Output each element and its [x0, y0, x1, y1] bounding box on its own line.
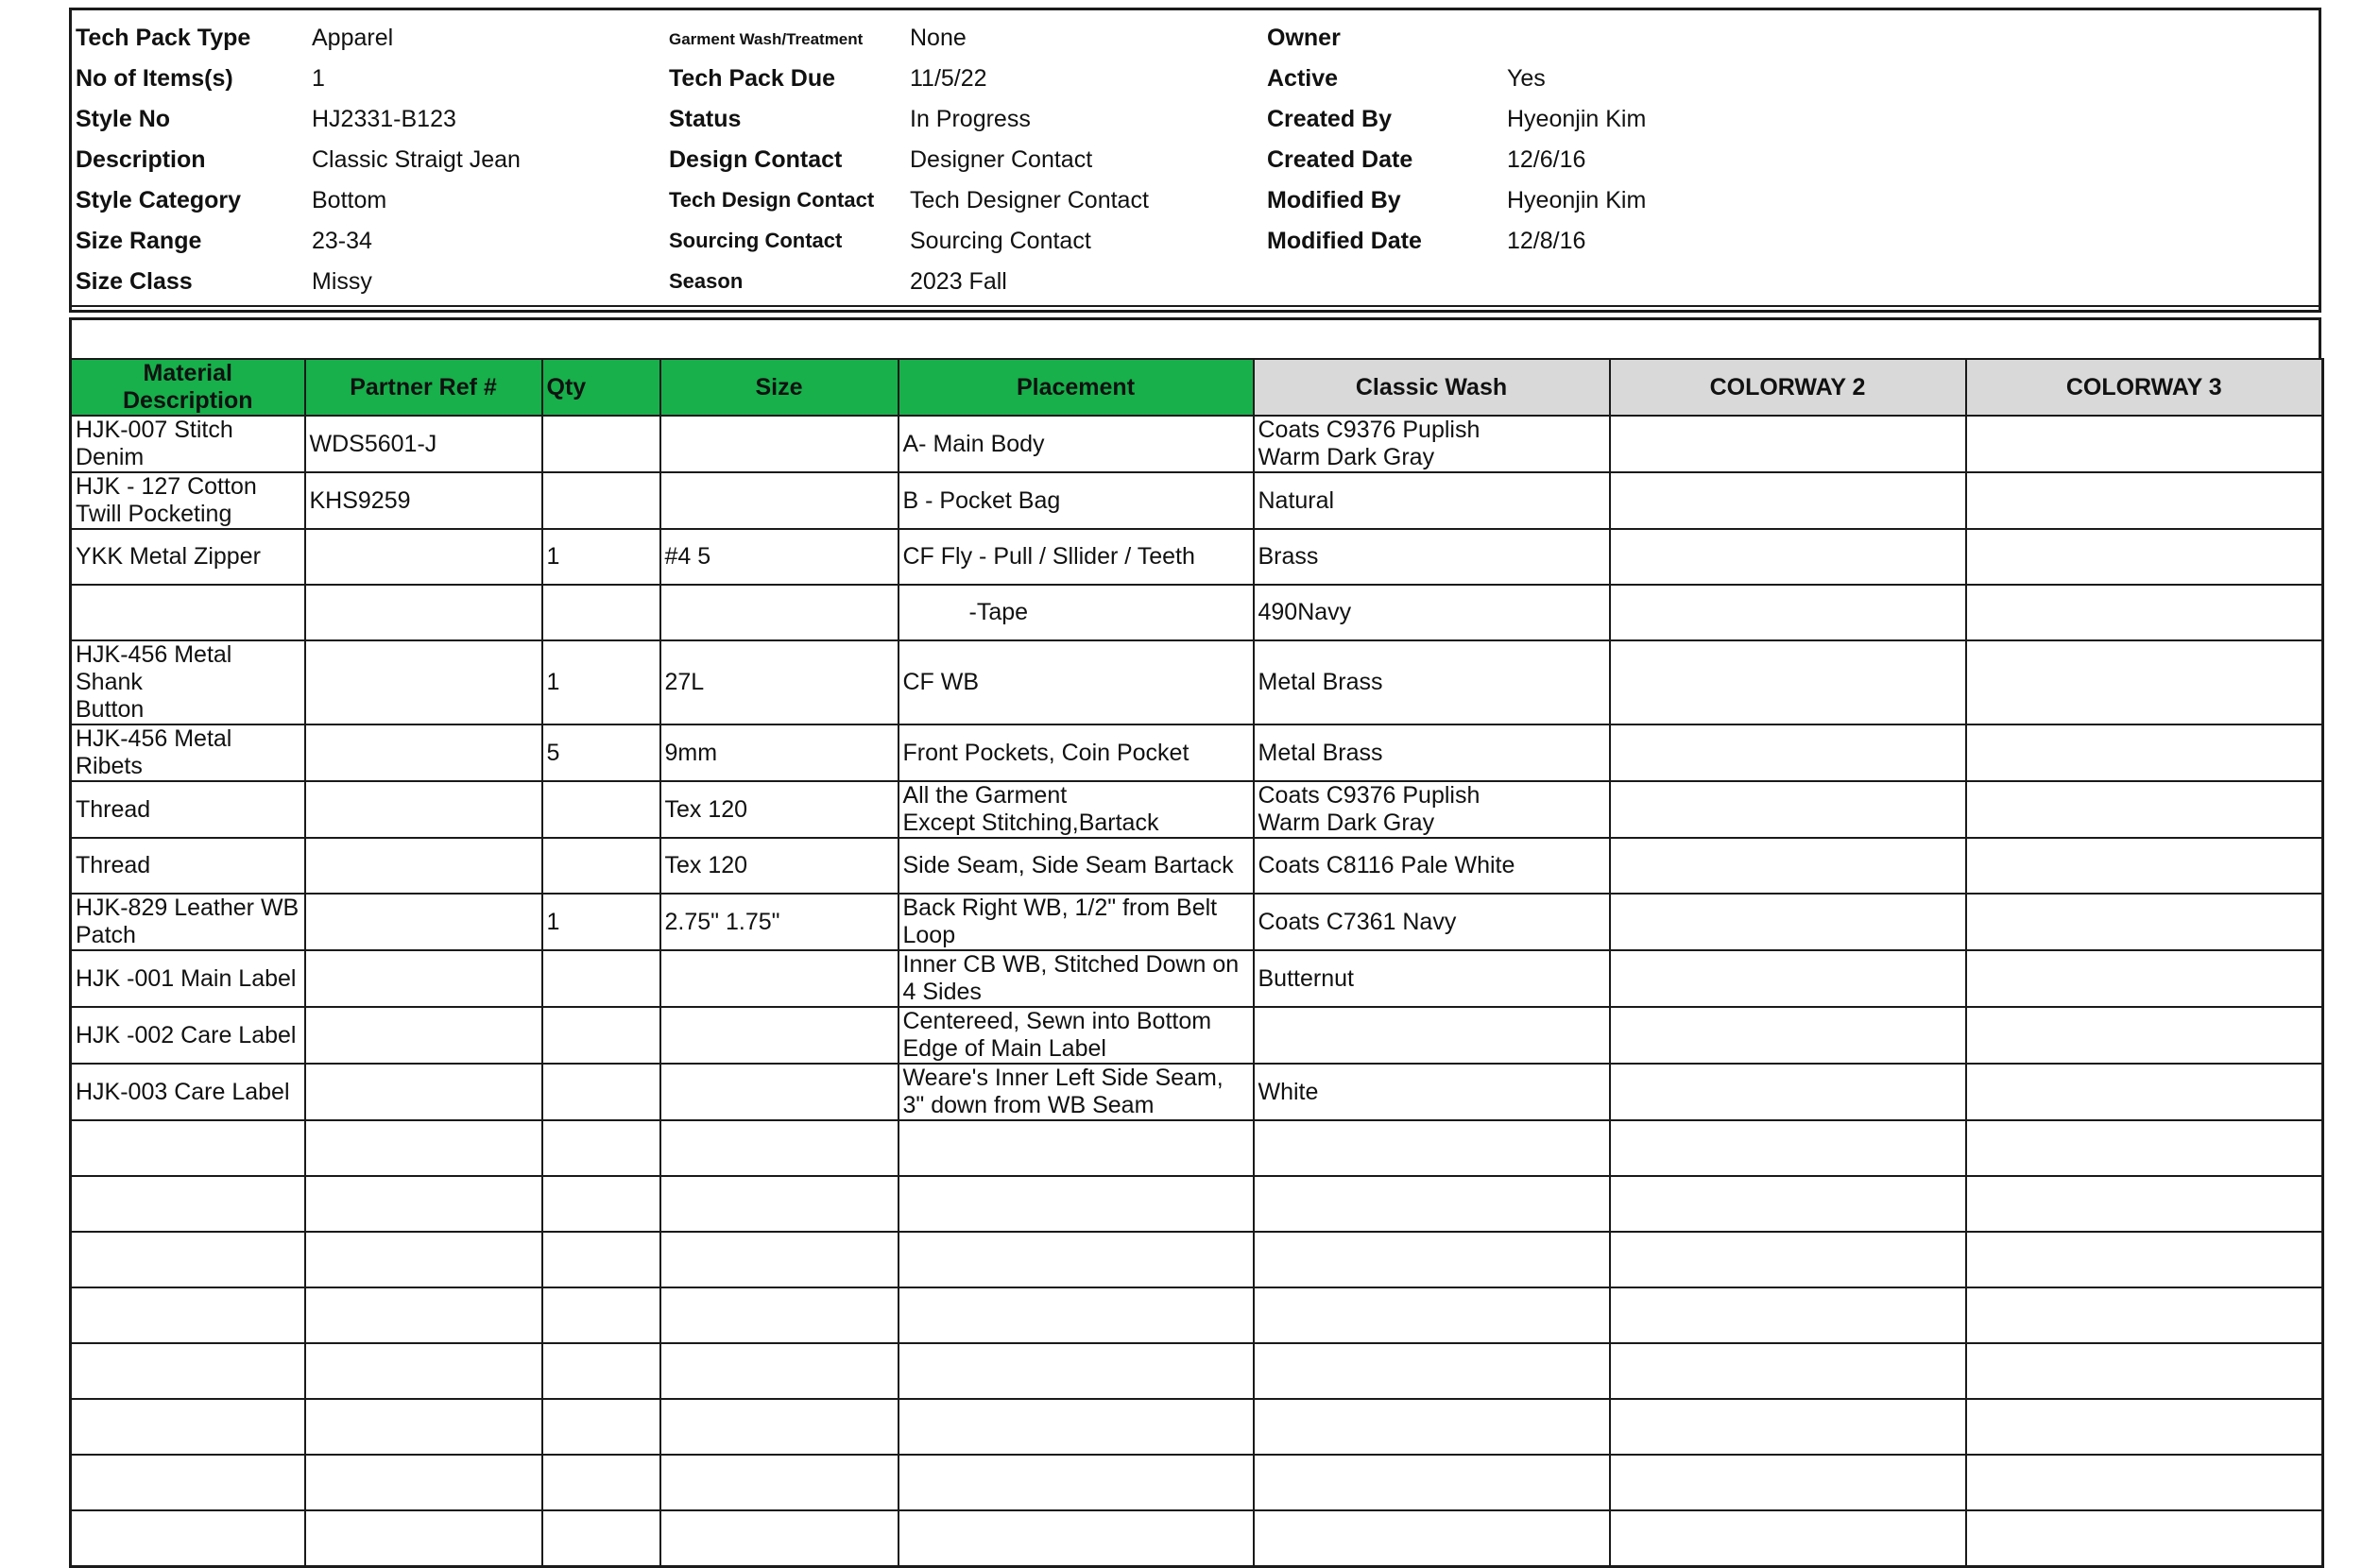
cell-size	[660, 1455, 899, 1510]
cell-material-description	[71, 1455, 305, 1510]
table-row	[71, 640, 2323, 724]
column-header-colorway-3: COLORWAY 3	[1966, 359, 2323, 416]
cell-size	[660, 724, 899, 781]
cell-partner-ref	[305, 529, 542, 585]
cell-placement	[899, 838, 1254, 894]
table-row	[71, 1343, 2323, 1399]
cell-text: Tex 120	[664, 852, 748, 878]
cell-size	[660, 950, 899, 1007]
cell-text: -Tape	[968, 599, 1029, 625]
cell-text: Brass	[1258, 543, 1319, 570]
cell-partner-ref	[305, 1232, 542, 1287]
created-date-label: Created Date	[1267, 146, 1413, 173]
cell-size	[660, 1120, 899, 1176]
cell-material-description	[71, 724, 305, 781]
cell-placement	[899, 724, 1254, 781]
cell-placement	[899, 781, 1254, 838]
cell-colorway-3	[1966, 585, 2323, 640]
sourcing-contact-label: Sourcing Contact	[669, 229, 843, 252]
cell-colorway-3	[1966, 1399, 2323, 1455]
cell-placement	[899, 894, 1254, 950]
column-header-partner-ref: Partner Ref #	[305, 359, 542, 416]
cell-text: Coats C8116 Pale White	[1258, 852, 1515, 878]
tech-pack-type-value: Apparel	[312, 25, 394, 51]
style-category-label: Style Category	[76, 187, 242, 213]
cell-size	[660, 1007, 899, 1064]
cell-qty	[542, 1343, 660, 1399]
cell-colorway-3	[1966, 1064, 2323, 1120]
cell-text: HJK-003 Care Label	[76, 1078, 290, 1105]
cell-text: Butternut	[1258, 964, 1354, 992]
cell-placement	[899, 1455, 1254, 1510]
cell-text: HJK -002 Care Label	[76, 1021, 297, 1048]
cell-text: Front Pockets, Coin Pocket	[902, 739, 1190, 766]
cell-qty	[542, 724, 660, 781]
cell-colorway-3	[1966, 1120, 2323, 1176]
cell-text: 5	[546, 739, 560, 766]
cell-partner-ref	[305, 1007, 542, 1064]
cell-size	[660, 529, 899, 585]
cell-colorway-2	[1610, 1064, 1966, 1120]
cell-placement	[899, 1007, 1254, 1064]
cell-classic-wash	[1254, 724, 1610, 781]
cell-placement	[899, 1343, 1254, 1399]
cell-qty	[542, 416, 660, 472]
cell-text: HJK -001 Main Label	[76, 964, 297, 992]
cell-classic-wash	[1254, 472, 1610, 529]
cell-placement	[899, 1287, 1254, 1343]
cell-partner-ref	[305, 1176, 542, 1232]
cell-partner-ref	[305, 724, 542, 781]
cell-colorway-3	[1966, 1510, 2323, 1567]
cell-qty	[542, 640, 660, 724]
cell-partner-ref	[305, 1120, 542, 1176]
design-contact-value: Designer Contact	[910, 146, 1093, 173]
cell-classic-wash	[1254, 585, 1610, 640]
cell-text: 1	[546, 908, 560, 935]
cell-colorway-3	[1966, 529, 2323, 585]
size-class-label: Size Class	[76, 268, 193, 295]
cell-material-description	[71, 640, 305, 724]
cell-material-description	[71, 1510, 305, 1567]
cell-size	[660, 640, 899, 724]
cell-text: Thread	[76, 795, 151, 823]
cell-text: #4 5	[664, 543, 711, 570]
style-no-label: Style No	[76, 106, 171, 132]
table-row	[71, 781, 2323, 838]
cell-placement	[899, 1232, 1254, 1287]
cell-material-description	[71, 1232, 305, 1287]
cell-text: 1	[546, 669, 560, 695]
modified-by-value: Hyeonjin Kim	[1507, 187, 1647, 213]
cell-colorway-2	[1610, 1176, 1966, 1232]
cell-qty	[542, 529, 660, 585]
cell-material-description	[71, 585, 305, 640]
cell-classic-wash	[1254, 1176, 1610, 1232]
cell-text: KHS9259	[309, 486, 411, 514]
modified-by-label: Modified By	[1267, 187, 1401, 213]
garment-wash-value: None	[910, 25, 967, 51]
table-row	[71, 585, 2323, 640]
cell-qty	[542, 1120, 660, 1176]
materials-table-body	[71, 416, 2323, 1567]
cell-text: Tex 120	[664, 795, 748, 823]
cell-colorway-2	[1610, 585, 1966, 640]
cell-qty	[542, 1455, 660, 1510]
cell-text: CF WB	[902, 669, 980, 695]
separator-band	[69, 317, 2321, 361]
cell-size	[660, 1510, 899, 1567]
cell-text: HJK - 127 Cotton Twill Pocketing	[76, 473, 257, 527]
cell-placement	[899, 1120, 1254, 1176]
created-by-label: Created By	[1267, 106, 1392, 132]
cell-text: All the Garment Except Stitching,Bartack	[902, 782, 1159, 836]
cell-text: 9mm	[664, 739, 718, 766]
cell-qty	[542, 1007, 660, 1064]
cell-colorway-2	[1610, 472, 1966, 529]
cell-qty	[542, 950, 660, 1007]
tech-pack-type-label: Tech Pack Type	[76, 25, 251, 51]
style-no-value: HJ2331-B123	[312, 106, 456, 132]
cell-partner-ref	[305, 640, 542, 724]
cell-colorway-2	[1610, 894, 1966, 950]
cell-colorway-2	[1610, 416, 1966, 472]
cell-colorway-2	[1610, 1120, 1966, 1176]
cell-partner-ref	[305, 781, 542, 838]
table-row	[71, 724, 2323, 781]
cell-colorway-3	[1966, 950, 2323, 1007]
materials-table	[69, 358, 2324, 1568]
modified-date-label: Modified Date	[1267, 228, 1422, 254]
cell-placement	[899, 529, 1254, 585]
cell-text: YKK Metal Zipper	[76, 543, 261, 570]
active-label: Active	[1267, 65, 1339, 92]
cell-partner-ref	[305, 1064, 542, 1120]
cell-size	[660, 838, 899, 894]
table-row	[71, 1120, 2323, 1176]
cell-partner-ref	[305, 838, 542, 894]
cell-size	[660, 472, 899, 529]
cell-text: 1	[546, 543, 560, 570]
cell-placement	[899, 950, 1254, 1007]
cell-size	[660, 1064, 899, 1120]
cell-size	[660, 1287, 899, 1343]
cell-colorway-2	[1610, 1232, 1966, 1287]
column-header-qty: Qty	[542, 359, 660, 416]
cell-colorway-2	[1610, 529, 1966, 585]
cell-colorway-2	[1610, 781, 1966, 838]
cell-text: White	[1258, 1078, 1319, 1105]
cell-classic-wash	[1254, 1510, 1610, 1567]
status-value: In Progress	[910, 106, 1031, 132]
cell-classic-wash	[1254, 416, 1610, 472]
cell-material-description	[71, 1287, 305, 1343]
created-by-value: Hyeonjin Kim	[1507, 106, 1647, 132]
cell-classic-wash	[1254, 1343, 1610, 1399]
table-row	[71, 1399, 2323, 1455]
season-label: Season	[669, 269, 744, 293]
cell-placement	[899, 1064, 1254, 1120]
size-class-value: Missy	[312, 268, 372, 295]
design-contact-label: Design Contact	[669, 146, 843, 173]
cell-placement	[899, 472, 1254, 529]
cell-size	[660, 1399, 899, 1455]
cell-material-description	[71, 1120, 305, 1176]
cell-classic-wash	[1254, 838, 1610, 894]
cell-placement	[899, 416, 1254, 472]
cell-material-description	[71, 1343, 305, 1399]
style-category-value: Bottom	[312, 187, 387, 213]
cell-partner-ref	[305, 416, 542, 472]
cell-text: B - Pocket Bag	[902, 486, 1061, 514]
cell-colorway-3	[1966, 640, 2323, 724]
cell-partner-ref	[305, 1455, 542, 1510]
cell-text: Metal Brass	[1258, 669, 1383, 695]
cell-material-description	[71, 529, 305, 585]
table-row	[71, 472, 2323, 529]
table-row	[71, 1176, 2323, 1232]
cell-qty	[542, 1064, 660, 1120]
cell-text: Inner CB WB, Stitched Down on 4 Sides	[902, 951, 1240, 1005]
created-date-value: 12/6/16	[1507, 146, 1586, 173]
cell-text: HJK-456 Metal Shank Button	[76, 641, 232, 723]
cell-text: Centereed, Sewn into Bottom Edge of Main Label	[902, 1008, 1212, 1062]
description-label: Description	[76, 146, 206, 173]
cell-text: 27L	[664, 669, 705, 695]
cell-colorway-2	[1610, 1455, 1966, 1510]
cell-text: 490Navy	[1258, 599, 1352, 625]
cell-placement	[899, 585, 1254, 640]
cell-qty	[542, 1399, 660, 1455]
cell-text: Thread	[76, 852, 151, 878]
sourcing-contact-value: Sourcing Contact	[910, 228, 1091, 254]
cell-text: HJK-829 Leather WB Patch	[76, 895, 300, 948]
cell-qty	[542, 781, 660, 838]
table-row	[71, 838, 2323, 894]
table-row	[71, 1064, 2323, 1120]
cell-text: Coats C9376 Puplish Warm Dark Gray	[1258, 417, 1481, 470]
tech-design-contact-label: Tech Design Contact	[669, 188, 875, 212]
cell-classic-wash	[1254, 1455, 1610, 1510]
cell-text: Side Seam, Side Seam Bartack	[902, 852, 1234, 878]
cell-material-description	[71, 1064, 305, 1120]
cell-size	[660, 1176, 899, 1232]
cell-colorway-3	[1966, 1176, 2323, 1232]
cell-classic-wash	[1254, 950, 1610, 1007]
cell-partner-ref	[305, 1287, 542, 1343]
cell-colorway-3	[1966, 1343, 2323, 1399]
cell-material-description	[71, 1399, 305, 1455]
owner-label: Owner	[1267, 25, 1341, 51]
cell-colorway-3	[1966, 838, 2323, 894]
cell-text: Back Right WB, 1/2" from Belt Loop	[902, 895, 1218, 948]
cell-colorway-2	[1610, 838, 1966, 894]
active-value: Yes	[1507, 65, 1546, 92]
cell-text: HJK-456 Metal Ribets	[76, 725, 232, 779]
cell-colorway-3	[1966, 781, 2323, 838]
cell-partner-ref	[305, 950, 542, 1007]
cell-material-description	[71, 950, 305, 1007]
cell-material-description	[71, 781, 305, 838]
cell-material-description	[71, 1176, 305, 1232]
cell-placement	[899, 1176, 1254, 1232]
cell-qty	[542, 472, 660, 529]
modified-date-value: 12/8/16	[1507, 228, 1586, 254]
cell-text: Coats C9376 Puplish Warm Dark Gray	[1258, 782, 1481, 836]
cell-material-description	[71, 838, 305, 894]
cell-text: HJK-007 Stitch Denim	[76, 417, 233, 470]
no-of-items-value: 1	[312, 65, 325, 92]
cell-qty	[542, 894, 660, 950]
cell-qty	[542, 838, 660, 894]
cell-partner-ref	[305, 894, 542, 950]
cell-classic-wash	[1254, 1399, 1610, 1455]
tech-pack-info-panel	[69, 8, 2321, 313]
table-row	[71, 1287, 2323, 1343]
cell-colorway-2	[1610, 1510, 1966, 1567]
cell-colorway-2	[1610, 1287, 1966, 1343]
cell-partner-ref	[305, 1343, 542, 1399]
table-row	[71, 416, 2323, 472]
cell-classic-wash	[1254, 1232, 1610, 1287]
table-row	[71, 950, 2323, 1007]
cell-text: Coats C7361 Navy	[1258, 908, 1457, 935]
size-range-label: Size Range	[76, 228, 202, 254]
season-value: 2023 Fall	[910, 268, 1007, 295]
table-row	[71, 894, 2323, 950]
cell-colorway-3	[1966, 724, 2323, 781]
cell-classic-wash	[1254, 894, 1610, 950]
cell-classic-wash	[1254, 1007, 1610, 1064]
cell-text: 2.75" 1.75"	[664, 908, 780, 935]
cell-size	[660, 781, 899, 838]
table-row	[71, 1455, 2323, 1510]
table-row	[71, 1232, 2323, 1287]
cell-placement	[899, 1399, 1254, 1455]
cell-text: Natural	[1258, 486, 1335, 514]
cell-colorway-2	[1610, 950, 1966, 1007]
cell-colorway-2	[1610, 1007, 1966, 1064]
cell-placement	[899, 640, 1254, 724]
cell-partner-ref	[305, 1399, 542, 1455]
cell-size	[660, 585, 899, 640]
tech-pack-due-value: 11/5/22	[910, 65, 987, 92]
cell-qty	[542, 1510, 660, 1567]
cell-classic-wash	[1254, 1120, 1610, 1176]
cell-colorway-3	[1966, 894, 2323, 950]
cell-placement	[899, 1510, 1254, 1567]
cell-classic-wash	[1254, 529, 1610, 585]
column-header-size: Size	[660, 359, 899, 416]
cell-partner-ref	[305, 1510, 542, 1567]
table-row	[71, 529, 2323, 585]
cell-text: Weare's Inner Left Side Seam, 3" down from WB Seam	[902, 1065, 1224, 1118]
cell-size	[660, 416, 899, 472]
cell-size	[660, 1343, 899, 1399]
cell-text: A- Main Body	[902, 430, 1045, 457]
cell-colorway-2	[1610, 640, 1966, 724]
cell-text: WDS5601-J	[309, 430, 437, 457]
cell-classic-wash	[1254, 1287, 1610, 1343]
cell-partner-ref	[305, 585, 542, 640]
cell-colorway-2	[1610, 724, 1966, 781]
cell-colorway-2	[1610, 1399, 1966, 1455]
cell-colorway-3	[1966, 1232, 2323, 1287]
cell-qty	[542, 1232, 660, 1287]
column-header-colorway-2: COLORWAY 2	[1610, 359, 1966, 416]
cell-colorway-3	[1966, 472, 2323, 529]
tech-pack-sheet	[69, 8, 2325, 1530]
cell-material-description	[71, 416, 305, 472]
cell-material-description	[71, 894, 305, 950]
cell-colorway-3	[1966, 1287, 2323, 1343]
cell-qty	[542, 1287, 660, 1343]
status-label: Status	[669, 106, 742, 132]
cell-size	[660, 1232, 899, 1287]
cell-colorway-3	[1966, 1455, 2323, 1510]
column-header-classic-wash: Classic Wash	[1254, 359, 1610, 416]
description-value: Classic Straigt Jean	[312, 146, 521, 173]
cell-size	[660, 894, 899, 950]
cell-material-description	[71, 1007, 305, 1064]
size-range-value: 23-34	[312, 228, 372, 254]
column-header-placement: Placement	[899, 359, 1254, 416]
table-row	[71, 1007, 2323, 1064]
cell-colorway-3	[1966, 416, 2323, 472]
cell-classic-wash	[1254, 781, 1610, 838]
cell-classic-wash	[1254, 1064, 1610, 1120]
cell-qty	[542, 585, 660, 640]
cell-material-description	[71, 472, 305, 529]
cell-text: CF Fly - Pull / Sllider / Teeth	[902, 543, 1195, 570]
no-of-items-label: No of Items(s)	[76, 65, 233, 92]
cell-text: Metal Brass	[1258, 739, 1383, 766]
cell-partner-ref	[305, 472, 542, 529]
tech-design-contact-value: Tech Designer Contact	[910, 187, 1149, 213]
cell-colorway-2	[1610, 1343, 1966, 1399]
materials-table-header-row	[71, 359, 2323, 416]
table-row	[71, 1510, 2323, 1567]
cell-colorway-3	[1966, 1007, 2323, 1064]
tech-pack-due-label: Tech Pack Due	[669, 65, 836, 92]
column-header-material-description: Material Description	[71, 359, 305, 416]
cell-qty	[542, 1176, 660, 1232]
cell-classic-wash	[1254, 640, 1610, 724]
garment-wash-label: Garment Wash/Treatment	[669, 30, 864, 48]
